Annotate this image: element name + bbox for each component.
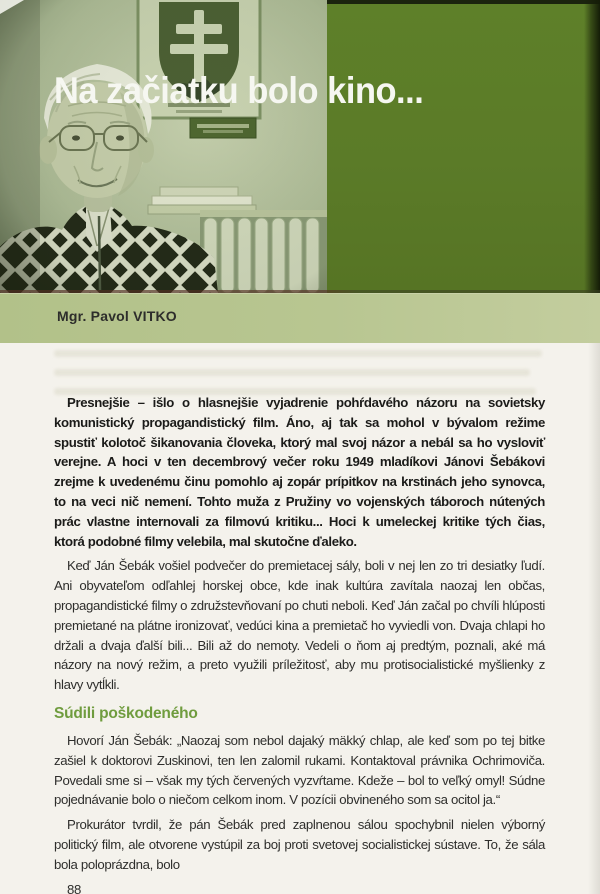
paragraph: Keď Ján Šebák vošiel podvečer do premietacej sály, boli v nej len zo tri desiatky ľudí. Ani obyvateľom odľahlej horskej obce, kde inak kultúra zavítala naozaj len občas, propagandistické filmy o združstevňovaní po chuti neboli. Keď Ján začal po chvíli hlúposti premietané na plátne ironizovať, vedúci kina a premietač ho vyviedli von. Dvaja chlapi ho držali a dvaja ďalší bili... Bili až do nemoty. Vedeli o ňom aj predtým, poznali, aké má názory na nový režim, a preto využili príležitosť, aby mu protisocialistické myšlienky z hlavy vytĺkli. — [54, 558, 545, 693]
page-gutter-shadow — [584, 0, 600, 293]
paragraph: Hovorí Ján Šebák: „Naozaj som nebol dajaký mäkký chlap, ale keď som po tej bitke zašiel k doktorovi Zuskinovi, ten len zalomil rukami. Kontaktoval právnika Ochrimoviča. Povedali sme si – však my tých červených vyzvŕtame. Kdeže – bol to veľký omyl! Súdne pojednávanie bolo o niečom celkom inom. V pozícii obvineného som sa ocitol ja.“ — [54, 732, 545, 808]
portrait-photo — [0, 0, 327, 293]
green-background-block — [327, 0, 600, 293]
paragraph: Prokurátor tvrdil, že pán Šebák pred zaplnenou sálou spochybnil nielen výborný politický film, ale otvorene vystúpil za boj proti svetovej socialistickej sústave. To, že sála bola poloprázdna, bolo — [54, 817, 545, 872]
article-body — [0, 343, 600, 894]
header — [0, 0, 600, 293]
scan-corner-artifact — [0, 0, 24, 14]
page-number: 88 — [67, 881, 81, 894]
page-edge-shadow — [588, 343, 600, 894]
section-heading: Súdili poškodeného — [54, 704, 198, 722]
byline-band — [0, 293, 600, 343]
author-byline: Mgr. Pavol VITKO — [57, 308, 177, 324]
lead-paragraph: Presnejšie – išlo o hlasnejšie vyjadrenie pohŕdavého názoru na sovietsky komunistický propagandistický film. Áno, aj tak sa mohol v bývalom režime spustiť kolotoč šikanovania človeka, ktorý mal svoj názor a nebál sa ho vysloviť verejne. A hoci v ten decembrový večer roku 1949 mladíkovi Jánovi Šebákovi zrejme k uvedenému činu pomohlo aj zopár prípitkov na krstinách jeho synovca, to na veci nič nemení. Tohto muža z Pružiny vo vojenských táboroch nútených prác vlastne internovali za filmovú kritiku... Hoci k umeleckej kritike tých čias, ktorá podobné filmy velebila, mal skutočne ďaleko. — [54, 395, 545, 549]
scan-top-edge — [327, 0, 600, 4]
page-title: Na začiatku bolo kino... — [54, 70, 424, 111]
